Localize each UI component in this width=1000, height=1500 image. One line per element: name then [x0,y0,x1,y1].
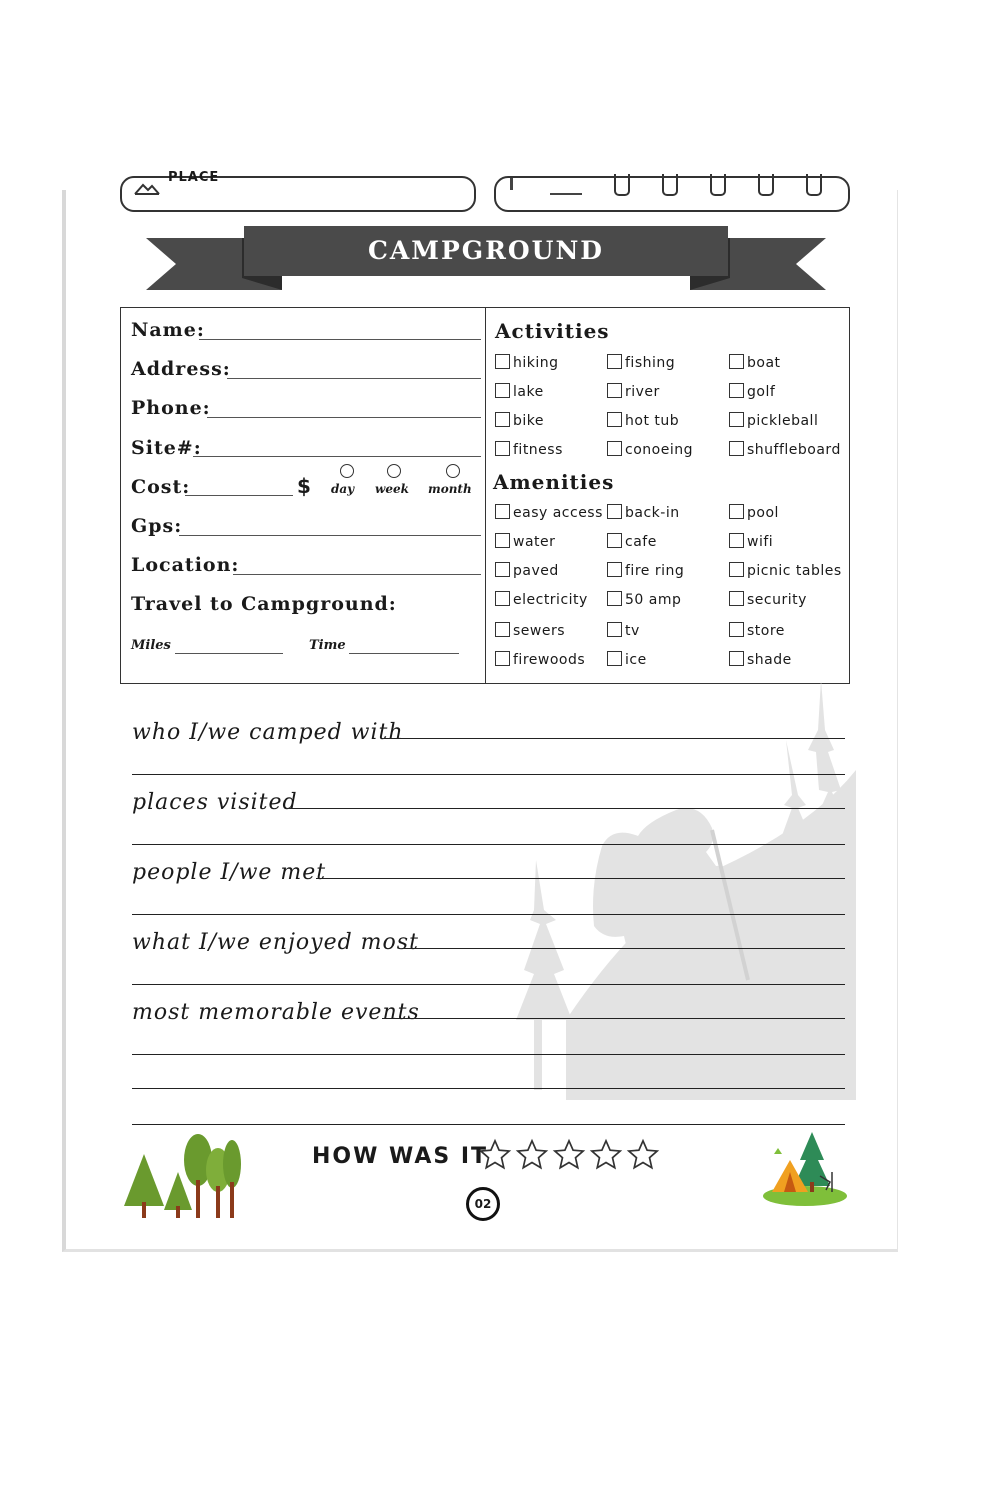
address-label: Address: [131,358,231,380]
star-icon[interactable] [552,1138,586,1172]
day-label: day [331,482,355,496]
top-checkbox[interactable] [758,174,774,196]
checkbox-item[interactable] [495,651,585,668]
top-checkbox[interactable] [806,174,822,196]
checkbox-item[interactable] [495,412,544,429]
checkbox-item[interactable] [607,651,647,668]
checkbox-box[interactable] [729,383,744,398]
location-field[interactable] [233,574,481,575]
checkbox-box[interactable] [495,441,510,456]
checkbox-item[interactable] [495,622,565,639]
checkbox-label: hiking [513,355,559,371]
gps-field[interactable] [179,535,481,536]
checkbox-item[interactable] [607,354,675,371]
writing-line[interactable] [132,984,845,985]
miles-label: Miles [131,638,171,653]
checkbox-label: wifi [747,534,774,550]
checkbox-box[interactable] [729,533,744,548]
checkbox-box[interactable] [607,412,622,427]
checkbox-box[interactable] [607,591,622,606]
cost-field[interactable] [185,495,293,496]
top-checkbox[interactable] [710,174,726,196]
checkbox-label: shade [747,652,792,668]
top-checkbox[interactable] [662,174,678,196]
checkbox-label: ice [625,652,647,668]
checkbox-label: easy access [513,505,603,521]
checkbox-box[interactable] [495,383,510,398]
checkbox-label: sewers [513,623,566,639]
checkbox-item[interactable] [729,651,792,668]
checkbox-item[interactable] [495,441,563,458]
checkbox-item[interactable] [607,504,680,521]
checkbox-box[interactable] [607,354,622,369]
checkbox-label: cafe [625,534,657,550]
writing-line[interactable] [384,738,845,739]
checkbox-item[interactable] [495,354,559,371]
address-field[interactable] [227,378,481,379]
tick-mark [510,178,513,190]
checkbox-label: conoeing [625,442,693,458]
checkbox-box[interactable] [495,651,510,666]
checkbox-label: fitness [513,442,563,458]
writing-line[interactable] [132,914,845,915]
mountain-icon [134,180,160,196]
hiker-silhouette [476,680,856,1100]
checkbox-box[interactable] [495,622,510,637]
star-icon[interactable] [626,1138,660,1172]
journal-prompt: people I/we met [132,860,327,885]
writing-line[interactable] [132,1088,845,1089]
month-radio[interactable] [446,464,460,478]
location-label: Location: [131,554,240,576]
checkbox-item[interactable] [607,383,660,400]
writing-line[interactable] [402,948,845,949]
activities-title: Activities [495,319,610,343]
checkbox-box[interactable] [495,533,510,548]
week-label: week [375,482,409,496]
checkbox-item[interactable] [729,441,841,458]
banner-title: CAMPGROUND INFORMATION [367,236,605,311]
name-label: Name: [131,319,205,341]
journal-page [62,170,898,1252]
checkbox-item[interactable] [607,622,640,639]
checkbox-box[interactable] [495,562,510,577]
checkbox-item[interactable] [495,562,559,579]
camping-tent-icon [760,1130,850,1212]
cost-label: Cost: [131,476,191,498]
table-divider [485,308,486,683]
checkbox-label: bike [513,413,544,429]
checkbox-item[interactable] [729,504,779,521]
checkbox-label: fishing [625,355,676,371]
checkbox-label: river [625,384,660,400]
checkbox-label: security [747,592,807,608]
day-radio[interactable] [340,464,354,478]
checkbox-label: paved [513,563,559,579]
site-field[interactable] [193,456,481,457]
checkbox-box[interactable] [607,383,622,398]
checkbox-label: picnic tables [747,563,842,579]
writing-line[interactable] [316,878,845,879]
phone-label: Phone: [131,397,211,419]
place-box [120,170,476,212]
checkbox-item[interactable] [607,562,684,579]
page-number: 02 [466,1187,500,1221]
checkbox-box[interactable] [607,562,622,577]
checkbox-box[interactable] [607,622,622,637]
checkbox-box[interactable] [495,354,510,369]
journal-prompt: who I/we camped with [132,720,404,745]
checkbox-box[interactable] [729,562,744,577]
checkbox-item[interactable] [729,533,773,550]
dash-line [550,193,582,195]
checkbox-label: shuffleboard [747,442,841,458]
checkbox-item[interactable] [495,533,555,550]
checkbox-box[interactable] [607,651,622,666]
checkbox-label: firewoods [513,652,586,668]
phone-field[interactable] [207,417,481,418]
campground-info-table [120,307,850,684]
time-label: Time [309,638,346,653]
amenities-title: Amenities [493,470,615,494]
week-radio[interactable] [387,464,401,478]
dollar-sign: $ [297,474,311,498]
checkbox-label: electricity [513,592,588,608]
month-label: month [428,482,472,496]
checkbox-item[interactable] [607,591,681,608]
travel-label: Travel to Campground: [131,593,397,615]
name-field[interactable] [199,339,481,340]
checkbox-box[interactable] [607,441,622,456]
checkbox-label: boat [747,355,781,371]
checkbox-label: lake [513,384,544,400]
checkbox-label: hot tub [625,413,680,429]
miles-field[interactable] [175,653,283,654]
checkbox-item[interactable] [495,591,588,608]
checkbox-box[interactable] [607,533,622,548]
forest-trees-icon [120,1130,242,1220]
checkbox-label: fire ring [625,563,685,579]
how-was-it-label: HOW WAS IT [312,1144,489,1169]
checkbox-box[interactable] [729,622,744,637]
checkbox-item[interactable] [607,441,693,458]
checkbox-box[interactable] [729,591,744,606]
writing-line[interactable] [286,808,845,809]
checkbox-box[interactable] [607,504,622,519]
writing-line[interactable] [382,1018,845,1019]
writing-line[interactable] [132,1124,845,1125]
checkbox-item[interactable] [729,562,842,579]
writing-line[interactable] [132,774,845,775]
checkbox-label: golf [747,384,776,400]
checkbox-box[interactable] [729,504,744,519]
writing-line[interactable] [132,1054,845,1055]
checkbox-label: 50 amp [625,592,682,608]
checkbox-box[interactable] [495,591,510,606]
place-label: PLACE [168,170,220,185]
gps-label: Gps: [131,515,183,537]
checkbox-box[interactable] [495,504,510,519]
rating-box [494,176,850,212]
checkbox-box[interactable] [729,651,744,666]
checkbox-label: water [513,534,556,550]
journal-prompt: places visited [132,790,298,815]
checkbox-box[interactable] [729,354,744,369]
checkbox-label: store [747,623,785,639]
site-label: Site#: [131,437,202,459]
journal-prompt: most memorable events [132,1000,420,1025]
checkbox-label: back-in [625,505,680,521]
checkbox-item[interactable] [607,412,679,429]
time-field[interactable] [349,653,459,654]
checkbox-item[interactable] [607,533,657,550]
checkbox-label: pool [747,505,779,521]
checkbox-item[interactable] [729,591,807,608]
checkbox-label: tv [625,623,640,639]
checkbox-box[interactable] [729,412,744,427]
checkbox-box[interactable] [495,412,510,427]
writing-line[interactable] [132,844,845,845]
star-icon[interactable] [515,1138,549,1172]
checkbox-item[interactable] [495,383,544,400]
checkbox-item[interactable] [729,412,818,429]
journal-prompt: what I/we enjoyed most [132,930,419,955]
checkbox-item[interactable] [729,383,775,400]
checkbox-item[interactable] [495,504,603,521]
checkbox-label: pickleball [747,413,819,429]
star-icon[interactable] [589,1138,623,1172]
checkbox-box[interactable] [729,441,744,456]
star-icon[interactable] [478,1138,512,1172]
checkbox-item[interactable] [729,622,785,639]
top-checkbox[interactable] [614,174,630,196]
checkbox-item[interactable] [729,354,781,371]
